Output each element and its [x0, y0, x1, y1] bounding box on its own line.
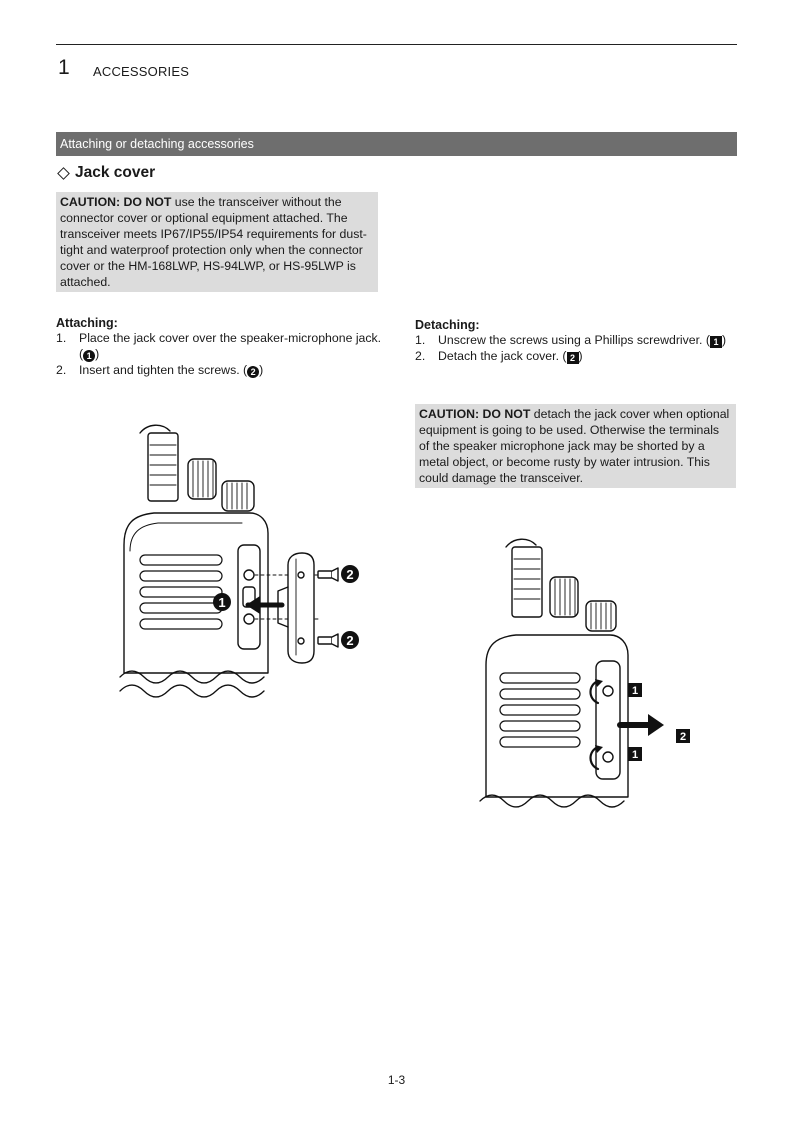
- section-title: Attaching or detaching accessories: [60, 137, 254, 151]
- callout-label: 2: [679, 731, 687, 743]
- callout-label: 1: [631, 749, 639, 761]
- step-badge: 1: [83, 350, 95, 362]
- caution-box-connector: [56, 192, 378, 292]
- detaching-instructions: [415, 318, 737, 364]
- step-text: Place the jack cover over the speaker-microphone jack. (: [79, 331, 382, 362]
- callout-label: 2: [346, 567, 354, 582]
- step-suffix: ): [95, 347, 100, 362]
- subsection-heading: [56, 164, 155, 182]
- list-item: [415, 348, 737, 364]
- detaching-heading: Detaching:: [415, 318, 480, 332]
- section-title-bar: [56, 132, 737, 156]
- step-number: 1.: [56, 331, 67, 345]
- attaching-instructions: [56, 316, 386, 379]
- attaching-heading: Attaching:: [56, 316, 118, 330]
- step-badge: 1: [710, 336, 722, 348]
- step-suffix: ): [259, 363, 264, 378]
- attach-illustration: [110, 415, 380, 700]
- list-item: [415, 332, 737, 348]
- callout-label: 1: [218, 595, 226, 610]
- callout-label: 2: [346, 633, 354, 648]
- top-rule: [56, 44, 737, 45]
- subsection-title: Jack cover: [75, 164, 156, 181]
- attaching-steps: [56, 330, 386, 379]
- step-text: Detach the jack cover. (: [438, 349, 567, 364]
- step-badge: 2: [247, 366, 259, 378]
- caution-label: CAUTION: DO NOT: [60, 195, 172, 209]
- step-badge: 2: [567, 352, 579, 364]
- chapter-title: ACCESSORIES: [93, 64, 190, 79]
- list-item: [56, 330, 386, 362]
- step-number: 2.: [415, 349, 426, 364]
- page-number: 1-3: [387, 1073, 406, 1087]
- detach-illustration: [470, 535, 700, 815]
- step-suffix: ): [721, 333, 727, 347]
- step-text: Unscrew the screws using a Phillips screwdriver. (: [438, 333, 710, 347]
- caution-label: CAUTION: DO NOT: [419, 407, 531, 421]
- step-number: 2.: [56, 363, 67, 378]
- step-suffix: ): [578, 349, 583, 364]
- detaching-steps: [415, 332, 737, 364]
- chapter-number: 1: [58, 56, 70, 79]
- caution-text: use the transceiver without the connector cover or optional equipment attached. The transceiver meets IP67/IP55/IP54 requirements for dust-tight and waterproof protection only when the connector cover or the HM-168LWP, HS-94LWP, or HS-95LWP is attached.: [60, 195, 367, 290]
- callout-label: 1: [631, 685, 639, 697]
- caution-box-detach: [415, 404, 736, 488]
- list-item: [56, 362, 386, 378]
- step-text: Insert and tighten the screws. (: [79, 363, 248, 378]
- step-number: 1.: [415, 333, 426, 347]
- diamond-icon: [57, 167, 70, 180]
- caution-text: detach the jack cover when optional equipment is going to be used. Otherwise the terminals of the speaker microphone jack may be shorted by a metal object, or become rusty by water intrusion. This could damage the transceiver.: [419, 407, 730, 486]
